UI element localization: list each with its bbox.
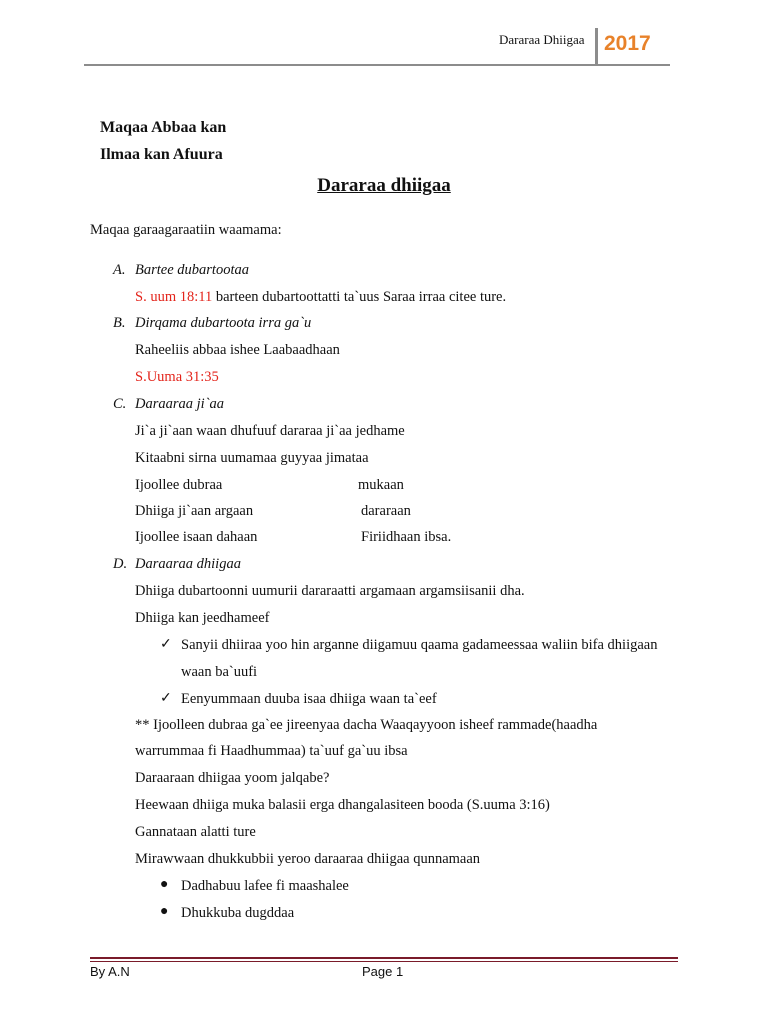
question-line: Daraaraan dhiigaa yoom jalqabe? (135, 770, 330, 786)
paragraph-1: Heewaan dhiiga muka balasii erga dhangalasiteen booda (S.uuma 3:16) (135, 797, 550, 813)
section-d-label: D. (113, 556, 128, 572)
bullet-item: Dhukkuba dugddaa (181, 905, 295, 921)
header-rule (84, 64, 670, 66)
row-right: mukaan (358, 477, 404, 493)
paragraph-2: Gannataan alatti ture (135, 824, 256, 840)
header-separator (595, 28, 598, 65)
section-c-line-2: Kitaabni sirna uumamaa guyyaa jimataa (135, 450, 369, 466)
row-right: Firiidhaan ibsa. (361, 529, 452, 545)
footer-author: By A.N (90, 964, 130, 979)
footer-rule (90, 957, 678, 959)
section-a-text (135, 289, 506, 306)
bullet-icon: ● (160, 904, 169, 919)
check-item-2: Eenyummaan duuba isaa dhiiga waan ta`eef (181, 691, 437, 707)
section-a-heading: Bartee dubartootaa (135, 262, 249, 278)
row-left: Ijoollee dubraa (135, 477, 223, 493)
check-item-1-line-1: Sanyii dhiiraa yoo hin arganne diigamuu qaama gadameessaa waliin bifa dhiigaan (181, 637, 658, 653)
check-icon: ✓ (160, 637, 172, 652)
intro-line-2: Ilmaa kan Afuura (100, 146, 223, 163)
bullet-item: Dadhabuu lafee fi maashalee (181, 878, 349, 894)
row-left: Ijoollee isaan dahaan (135, 529, 258, 545)
intro-line-1: Maqaa Abbaa kan (100, 119, 227, 136)
header-year: 2017 (604, 32, 651, 55)
paragraph-3: Mirawwaan dhukkubbii yeroo daraaraa dhiigaa qunnamaan (135, 851, 481, 867)
section-b-text: Raheeliis abbaa ishee Laabaadhaan (135, 342, 340, 358)
section-d-line-1: Dhiiga dubartoonni uumurii dararaatti argamaan argamsiisanii dha. (135, 583, 525, 599)
check-icon: ✓ (160, 691, 172, 706)
scripture-reference: S.Uuma 31:35 (135, 369, 219, 385)
note-line-2: warrummaa fi Haadhummaa) ta`uuf ga`uu ibsa (135, 743, 408, 759)
header-title: Dararaa Dhiigaa (499, 32, 585, 47)
section-d-heading: Daraaraa dhiigaa (135, 556, 241, 572)
section-c-line-1: Ji`a ji`aan waan dhufuuf dararaa ji`aa jedhame (135, 423, 405, 439)
section-b-label: B. (113, 315, 126, 331)
row-right: dararaan (361, 503, 411, 519)
row-left: Dhiiga ji`aan argaan (135, 503, 254, 519)
section-b-heading: Dirqama dubartoota irra ga`u (135, 315, 312, 331)
section-c-label: C. (113, 396, 127, 412)
section-a-label: A. (113, 262, 126, 278)
section-c-heading: Daraaraa ji`aa (135, 396, 225, 412)
bullet-icon: ● (160, 877, 169, 892)
footer-page-number: Page 1 (362, 964, 404, 979)
footer-rule (90, 961, 678, 962)
check-item-1-line-2: waan ba`uufi (181, 664, 258, 680)
section-d-line-2: Dhiiga kan jeedhameef (135, 610, 270, 626)
lead-text: Maqaa garaagaraatiin waamama: (90, 222, 282, 238)
scripture-reference: S. uum 18:11 (135, 289, 213, 305)
section-a-body: barteen dubartoottatti ta`uus Saraa irraa citee ture. (212, 289, 507, 305)
document-title: Dararaa dhiigaa (317, 175, 451, 196)
note-line-1: ** Ijoolleen dubraa ga`ee jireenyaa dacha Waaqayyoon isheef rammade(haadha (135, 717, 598, 733)
